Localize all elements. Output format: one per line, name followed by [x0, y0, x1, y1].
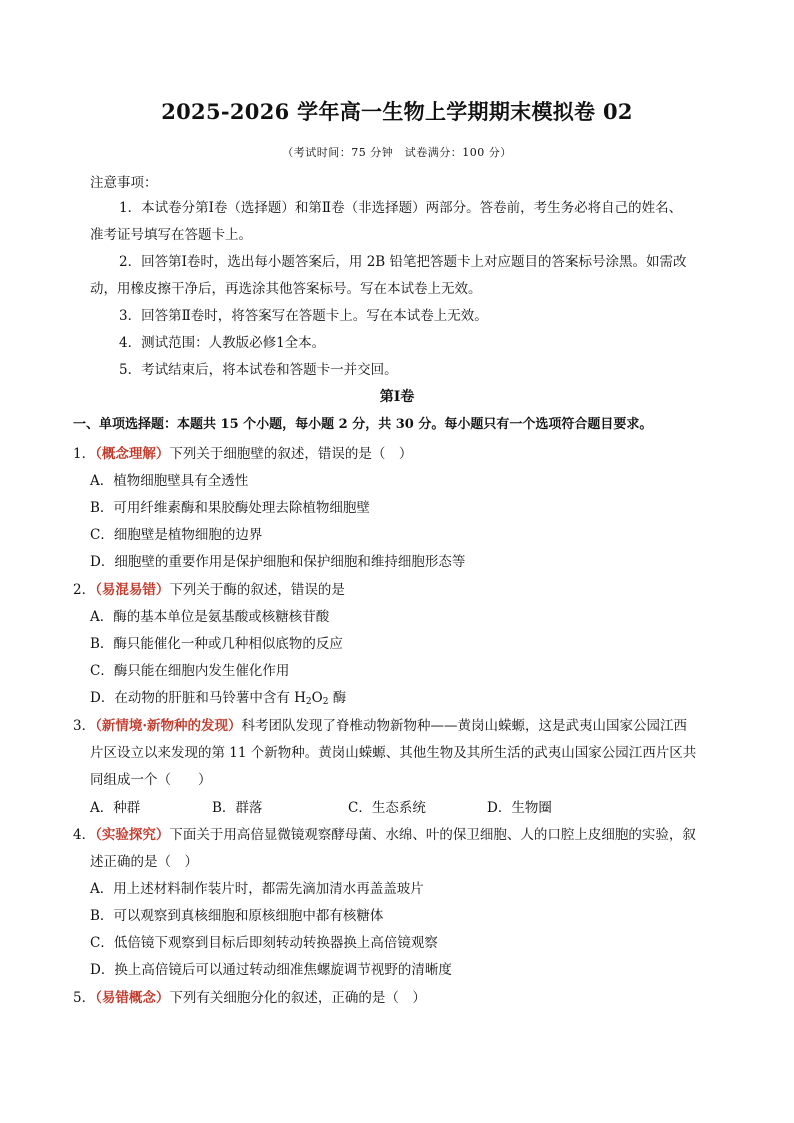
option-text: O — [311, 690, 323, 706]
exam-title: 2025-2026 学年高一生物上学期期末模拟卷 02 — [161, 99, 633, 124]
question-3-option-b: B．群落 — [212, 800, 263, 816]
subscript: 2 — [322, 697, 329, 707]
notice-item-1-line-1: 1．本试卷分第Ⅰ卷（选择题）和第Ⅱ卷（非选择题）两部分。答卷前，考生务必将自己的姓名、 — [119, 200, 683, 216]
question-1-option-b: B．可用纤维素酶和果胶酶处理去除植物细胞壁 — [90, 500, 370, 516]
question-3-stem-line-3: 同组成一个（ ） — [90, 772, 212, 788]
question-number: 5． — [73, 990, 96, 1006]
question-4-option-c: C．低倍镜下观察到目标后即刻转动转换器换上高倍镜观察 — [90, 935, 438, 951]
subscript: 2 — [305, 697, 312, 707]
question-number: 2． — [73, 582, 96, 598]
question-number: 4． — [73, 827, 96, 843]
question-2-option-b: B．酶只能催化一种或几种相似底物的反应 — [90, 636, 343, 652]
part-heading: 一、单项选择题：本题共 15 个小题，每小题 2 分，共 30 分。每小题只有一个选项符合题目要求。 — [73, 417, 653, 432]
question-3-stem — [73, 716, 687, 736]
question-1-option-c: C．细胞壁是植物细胞的边界 — [90, 527, 263, 543]
question-3-option-d: D．生物圈 — [487, 800, 552, 816]
question-1-option-a: A．植物细胞壁具有全透性 — [90, 473, 249, 489]
question-3-option-c: C．生态系统 — [348, 800, 426, 816]
question-number: 1． — [73, 446, 96, 462]
question-4-option-d: D．换上高倍镜后可以通过转动细准焦螺旋调节视野的清晰度 — [90, 962, 452, 978]
question-5-stem — [73, 988, 426, 1008]
question-1-stem — [73, 444, 412, 464]
question-1-option-d: D．细胞壁的重要作用是保护细胞和保护细胞和维持细胞形态等 — [90, 554, 466, 570]
question-tag: （实验探究） — [95, 827, 170, 843]
question-tag: （易混易错） — [95, 582, 170, 598]
question-number: 3． — [73, 718, 96, 734]
question-text: 下列关于酶的叙述，错误的是 — [169, 582, 345, 598]
question-text: 下列关于细胞壁的叙述，错误的是（ ） — [169, 446, 413, 462]
notice-item-3: 3．回答第Ⅱ卷时，将答案写在答题卡上。写在本试卷上无效。 — [119, 308, 488, 324]
question-text: 下面关于用高倍显微镜观察酵母菌、水绵、叶的保卫细胞、人的口腔上皮细胞的实验，叙 — [169, 827, 696, 843]
notice-item-4: 4．测试范围：人教版必修1全本。 — [119, 335, 326, 351]
notice-item-1-line-2: 准考证号填写在答题卡上。 — [90, 227, 252, 243]
question-3-stem-line-2: 片区设立以来发现的第 11 个新物种。黄岗山蝾螈、其他生物及其所生活的武夷山国家公园江西片区共 — [90, 745, 697, 761]
notice-item-2-line-2: 动，用橡皮擦干净后，再选涂其他答案标号。写在本试卷上无效。 — [90, 281, 482, 297]
question-2-stem — [73, 580, 345, 600]
question-tag: （易错概念） — [95, 990, 170, 1006]
notice-heading: 注意事项： — [90, 175, 158, 191]
option-text: 酶 — [328, 690, 347, 706]
section-heading: 第Ⅰ卷 — [379, 389, 415, 405]
question-4-option-b: B．可以观察到真核细胞和原核细胞中都有核糖体 — [90, 908, 384, 924]
question-2-option-c: C．酶只能在细胞内发生催化作用 — [90, 663, 290, 679]
question-4-stem-line-2: 述正确的是（ ） — [90, 854, 198, 870]
question-2-option-d — [90, 688, 346, 712]
question-4-option-a: A．用上述材料制作装片时，都需先滴加清水再盖盖玻片 — [90, 881, 424, 897]
question-2-option-a: A．酶的基本单位是氨基酸或核糖核苷酸 — [90, 609, 330, 625]
question-text: 科考团队发现了脊椎动物新物种——黄岗山蝾螈，这是武夷山国家公园江西 — [241, 718, 688, 734]
notice-item-5: 5．考试结束后，将本试卷和答题卡一并交回。 — [119, 362, 398, 378]
notice-item-2-line-1: 2．回答第Ⅰ卷时，选出每小题答案后，用 2B 铅笔把答题卡上对应题目的答案标号涂黑。如需改 — [119, 254, 687, 270]
exam-subtitle: （考试时间：75 分钟 试卷满分：100 分） — [282, 146, 512, 159]
question-text: 下列有关细胞分化的叙述，正确的是（ ） — [169, 990, 426, 1006]
question-tag: （新情境·新物种的发现） — [95, 718, 242, 734]
question-3-option-a: A．种群 — [90, 800, 141, 816]
question-4-stem — [73, 825, 696, 845]
option-text: D．在动物的肝脏和马铃薯中含有 H — [90, 690, 306, 706]
question-tag: （概念理解） — [95, 446, 170, 462]
